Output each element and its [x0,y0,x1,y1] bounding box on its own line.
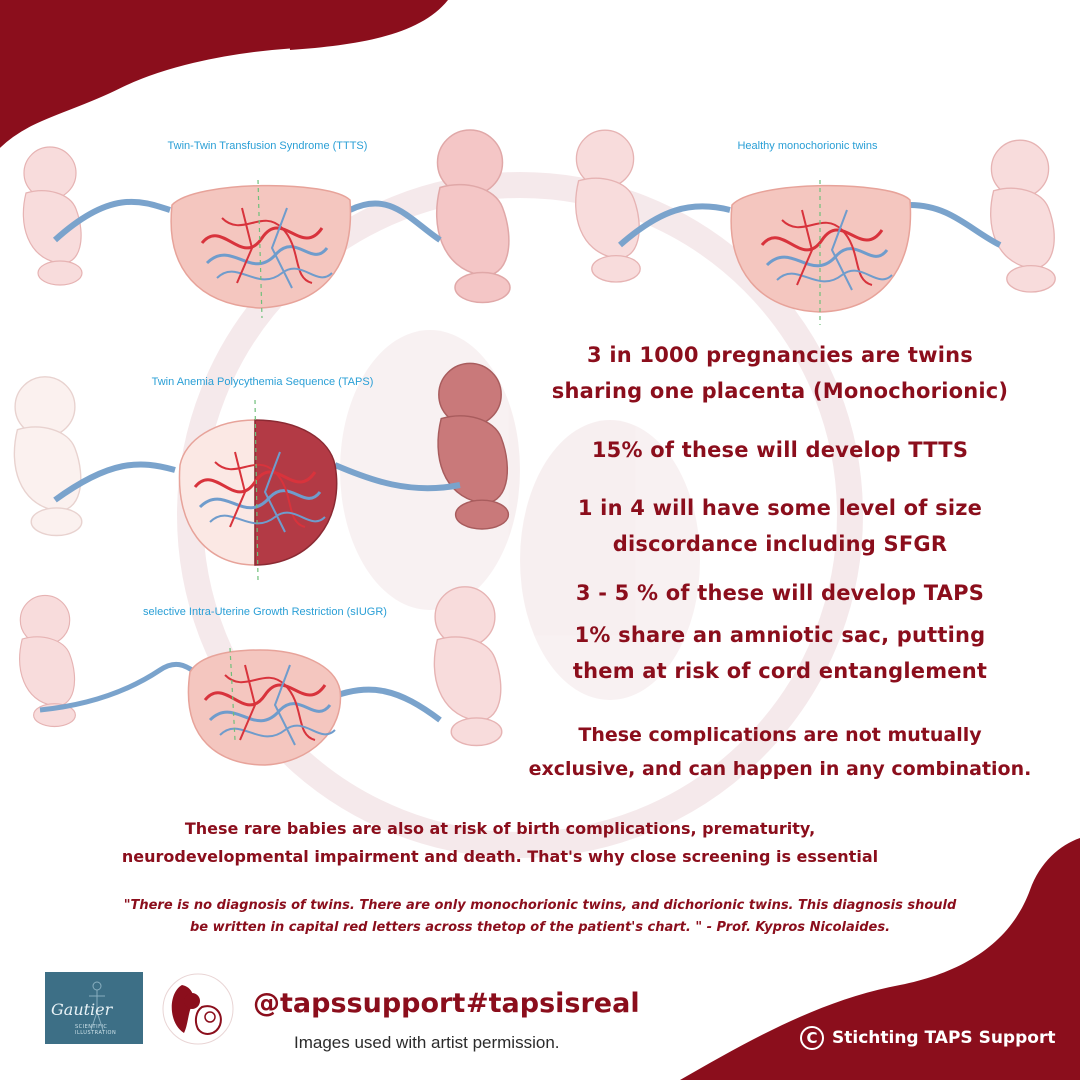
stat-size-discordance-line1: 1 in 4 will have some level of size [577,496,983,520]
screening-warning-line2: neurodevelopmental impairment and death. That's why close screening is essential [121,847,879,866]
stat-ttts: 15% of these will develop TTTS [591,438,969,462]
stat-monochorionic [500,337,1060,409]
stat-amniotic-sac-line2: them at risk of cord entanglement [572,659,988,683]
stat-monochorionic-line1: 3 in 1000 pregnancies are twins [587,343,973,367]
screening-warning [60,815,940,871]
stat-complications-line2: exclusive, and can happen in any combination. [528,758,1032,780]
gautier-logo-text: Gautier [51,1000,113,1019]
ttts-placenta-illustration [23,130,510,318]
nicolaides-quote [60,895,1020,939]
copyright-icon: C [800,1026,824,1050]
stat-complications [500,718,1060,786]
screening-warning-line1: These rare babies are also at risk of birth complications, prematurity, [184,819,816,838]
quote-line2: be written in capital red letters across thetop of the patient's chart. " - Prof. Kypros Nicolaides. [189,920,891,935]
stat-complications-line1: These complications are not mutually [578,724,982,746]
gautier-logo-subtext: SCIENTIFIC ILLUSTRATION [75,1024,117,1036]
gautier-illustration-logo [45,972,143,1044]
quote-line1: "There is no diagnosis of twins. There are only monochorionic twins, and dichorionic twins. This diagnosis should [123,898,957,913]
artist-permission-note: Images used with artist permission. [294,1033,560,1052]
copyright-text: Stichting TAPS Support [832,1028,1056,1048]
copyright-notice [800,1026,1055,1050]
hashtag[interactable]: #tapsisreal [466,988,640,1019]
caption-taps: Twin Anemia Polycythemia Sequence (TAPS) [151,376,374,388]
caption-healthy: Healthy monochorionic twins [737,140,878,152]
stat-monochorionic-line2: sharing one placenta (Monochorionic) [551,379,1009,403]
stat-amniotic-sac [500,617,1060,689]
social-handle[interactable]: @tapssupport [253,988,466,1019]
healthy-placenta-illustration [576,130,1056,325]
stat-taps: 3 - 5 % of these will develop TAPS [575,581,985,605]
stat-size-discordance-line2: discordance including SFGR [612,532,948,556]
caption-siugr: selective Intra-Uterine Growth Restriction (sIUGR) [143,606,387,618]
caption-ttts: Twin-Twin Transfusion Syndrome (TTTS) [167,140,368,152]
taps-support-logo [162,973,234,1045]
top-left-wave [0,0,448,150]
stat-size-discordance [500,490,1060,562]
stat-amniotic-sac-line1: 1% share an amniotic sac, putting [574,623,986,647]
